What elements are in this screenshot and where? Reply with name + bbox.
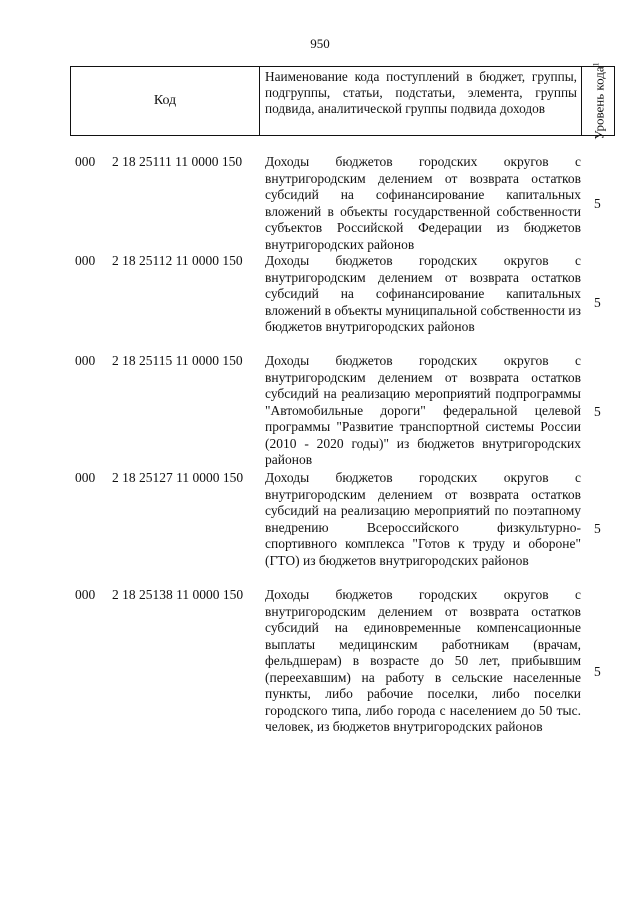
row-level: 5 bbox=[594, 520, 601, 536]
row-name: Доходы бюджетов городских округов с внутригородским делением от возврата остатков субсидий на софинансирование капитальных вложений в объекты государственной собственности субъектов Российской Федерации из бюджетов внутригородских районов bbox=[265, 154, 581, 252]
row-name: Доходы бюджетов городских округов с внутригородским делением от возврата остатков субсидий на реализацию мероприятий по поэтапному внедрению Всероссийского физкультурно-спортивного комплекса "Готов к труду и обороне" (ГТО) из бюджетов внутригородских районов bbox=[265, 470, 581, 568]
row-name: Доходы бюджетов городских округов с внутригородским делением от возврата остатков субсидий на единовременные компенсационные выплаты медицинским работникам (врачам, фельдшерам) в возрасте до 50 лет, прибывшим (переехавшим) на работу в сельские населенные пункты, либо рабочие поселки, либо поселки городского типа, либо города с населением до 50 тыс. человек, из бюджетов внутригородских районов bbox=[265, 587, 581, 734]
header-code-column: Код bbox=[71, 67, 260, 135]
table-row bbox=[0, 470, 640, 587]
page-number: 950 bbox=[310, 36, 330, 51]
header-level-column bbox=[582, 62, 614, 140]
row-admin-code: 000 bbox=[75, 587, 96, 602]
row-income-code: 2 18 25111 11 0000 150 bbox=[112, 154, 243, 169]
row-admin-code: 000 bbox=[75, 470, 96, 485]
row-admin-code: 000 bbox=[75, 154, 96, 169]
table-row bbox=[0, 253, 640, 353]
row-admin-code: 000 bbox=[75, 253, 96, 268]
row-level: 5 bbox=[594, 195, 601, 211]
row-income-code: 2 18 25138 11 0000 150 bbox=[112, 587, 244, 602]
table-row bbox=[0, 154, 640, 253]
row-level: 5 bbox=[594, 664, 601, 679]
row-level: 5 bbox=[594, 403, 601, 419]
row-name: Доходы бюджетов городских округов с внутригородским делением от возврата остатков субсидий на софинансирование капитальных вложений в объекты муниципальной собственности из бюджетов внутригородских районов bbox=[265, 253, 581, 334]
table-header bbox=[70, 62, 615, 140]
table-row bbox=[0, 353, 640, 470]
row-level: 5 bbox=[594, 295, 601, 310]
header-level-label bbox=[589, 62, 606, 139]
row-name: Доходы бюджетов городских округов с внутригородским делением от возврата остатков субсидий на реализацию мероприятий подпрограммы "Автомобильные дороги" федеральной целевой программы "Развитие транспортной системы России (2010 - 2020 годы)" из бюджетов внутригородских районов bbox=[265, 353, 581, 467]
row-income-code: 2 18 25127 11 0000 150 bbox=[112, 470, 244, 485]
table-row bbox=[0, 587, 640, 757]
header-name-column: Наименование кода поступлений в бюджет, группы, подгруппы, статьи, подстатьи, элемента, группы подвида, аналитической группы подвида доходов bbox=[260, 67, 582, 135]
table-body bbox=[0, 154, 640, 757]
row-income-code: 2 18 25115 11 0000 150 bbox=[112, 353, 243, 368]
row-income-code: 2 18 25112 11 0000 150 bbox=[112, 253, 243, 268]
header-level-text: Уровень кода bbox=[591, 66, 607, 140]
row-admin-code: 000 bbox=[75, 353, 96, 368]
header-level-footnote: 1 bbox=[591, 62, 601, 67]
